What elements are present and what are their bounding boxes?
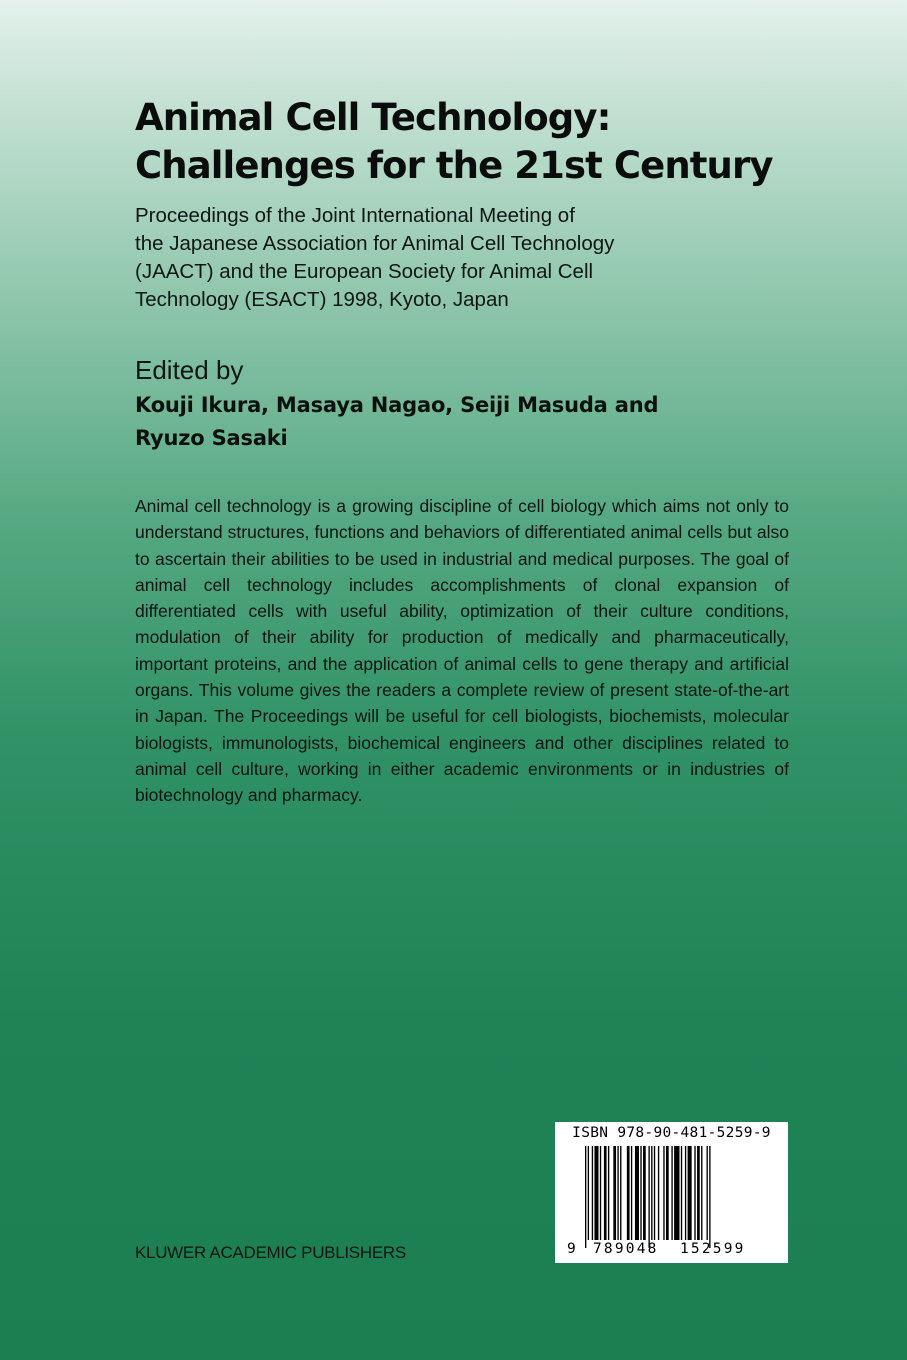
barcode-bar — [688, 1146, 692, 1240]
barcode-bar — [681, 1146, 682, 1240]
barcode-bar — [685, 1146, 686, 1240]
barcode-bar — [613, 1146, 616, 1240]
barcode-bar — [648, 1146, 649, 1248]
barcode-bar — [694, 1146, 695, 1240]
barcode-bar — [709, 1146, 710, 1248]
editor-names — [135, 389, 658, 455]
barcode-bar — [674, 1146, 679, 1240]
subtitle-line-3: (JAACT) and the European Society for Animal Cell — [135, 260, 594, 283]
edited-by-label: Edited by — [135, 355, 244, 385]
barcode-bar — [651, 1146, 652, 1240]
isbn-barcode — [555, 1122, 788, 1263]
barcode-bar — [666, 1146, 669, 1240]
barcode-bar — [654, 1146, 655, 1240]
subtitle-line-2: the Japanese Association for Animal Cell Technology — [135, 232, 615, 255]
barcode-bar — [663, 1146, 664, 1240]
barcode-bar — [608, 1146, 609, 1240]
barcode-bar — [592, 1146, 593, 1240]
book-title-line-2: Challenges for the 21st Century — [135, 144, 773, 187]
barcode-bar — [707, 1146, 708, 1240]
barcode-bar — [643, 1146, 646, 1240]
ean-left-digits: 789048 — [593, 1241, 659, 1257]
subtitle-line-4: Technology (ESACT) 1998, Kyoto, Japan — [135, 288, 509, 311]
publisher-name: KLUWER ACADEMIC PUBLISHERS — [135, 1243, 406, 1262]
ean-digits — [555, 1241, 788, 1261]
barcode-bars-graphic — [585, 1146, 755, 1248]
barcode-bar — [658, 1146, 659, 1240]
book-title-line-1: Animal Cell Technology: — [135, 96, 611, 139]
book-title — [135, 94, 773, 190]
ean-right-digits: 152599 — [680, 1241, 746, 1257]
subtitle-line-1: Proceedings of the Joint International Meeting of — [135, 204, 575, 227]
proceedings-subtitle — [135, 202, 775, 314]
barcode-bar — [594, 1146, 598, 1240]
barcode-bar — [604, 1146, 607, 1240]
editor-names-line-2: Ryuzo Sasaki — [135, 426, 288, 450]
barcode-bar — [631, 1146, 632, 1240]
book-description: Animal cell technology is a growing discipline of cell biology which aims not only to understand structures, functions and behaviors of differentiated animal cells but also to ascertain their abilities to be used in industrial and medical purposes. The goal of animal cell technology includes accomplishments of clonal expansion of differentiated cells with useful ability, optimization of their culture conditions, modulation of their ability for production of medically and pharmaceutically, important proteins, and the application of animal cells to gene therapy and artificial organs. This volume gives the readers a complete review of present state-of-the-art in Japan. The Proceedings will be useful for cell biologists, biochemists, molecular biologists, immunologists, biochemical engineers and other disciplines related to animal cell culture, working in either academic environments or in industries of biotechnology and pharmacy. — [135, 496, 789, 806]
isbn-number: ISBN 978-90-481-5259-9 — [572, 1125, 771, 1141]
barcode-bar — [635, 1146, 639, 1240]
barcode-bar — [697, 1146, 700, 1240]
barcode-bar — [627, 1146, 630, 1240]
barcode-bar — [588, 1146, 589, 1240]
barcode-bar — [617, 1146, 618, 1240]
editor-names-line-1: Kouji Ikura, Masaya Nagao, Seiji Masuda and — [135, 393, 659, 417]
ean-lead-digit: 9 — [567, 1241, 576, 1257]
barcode-bar — [701, 1146, 702, 1240]
barcode-bar — [585, 1146, 586, 1248]
barcode-bar — [600, 1146, 601, 1240]
barcode-bar — [620, 1146, 621, 1240]
barcode-bar — [640, 1146, 641, 1240]
barcode-bar — [671, 1146, 672, 1240]
